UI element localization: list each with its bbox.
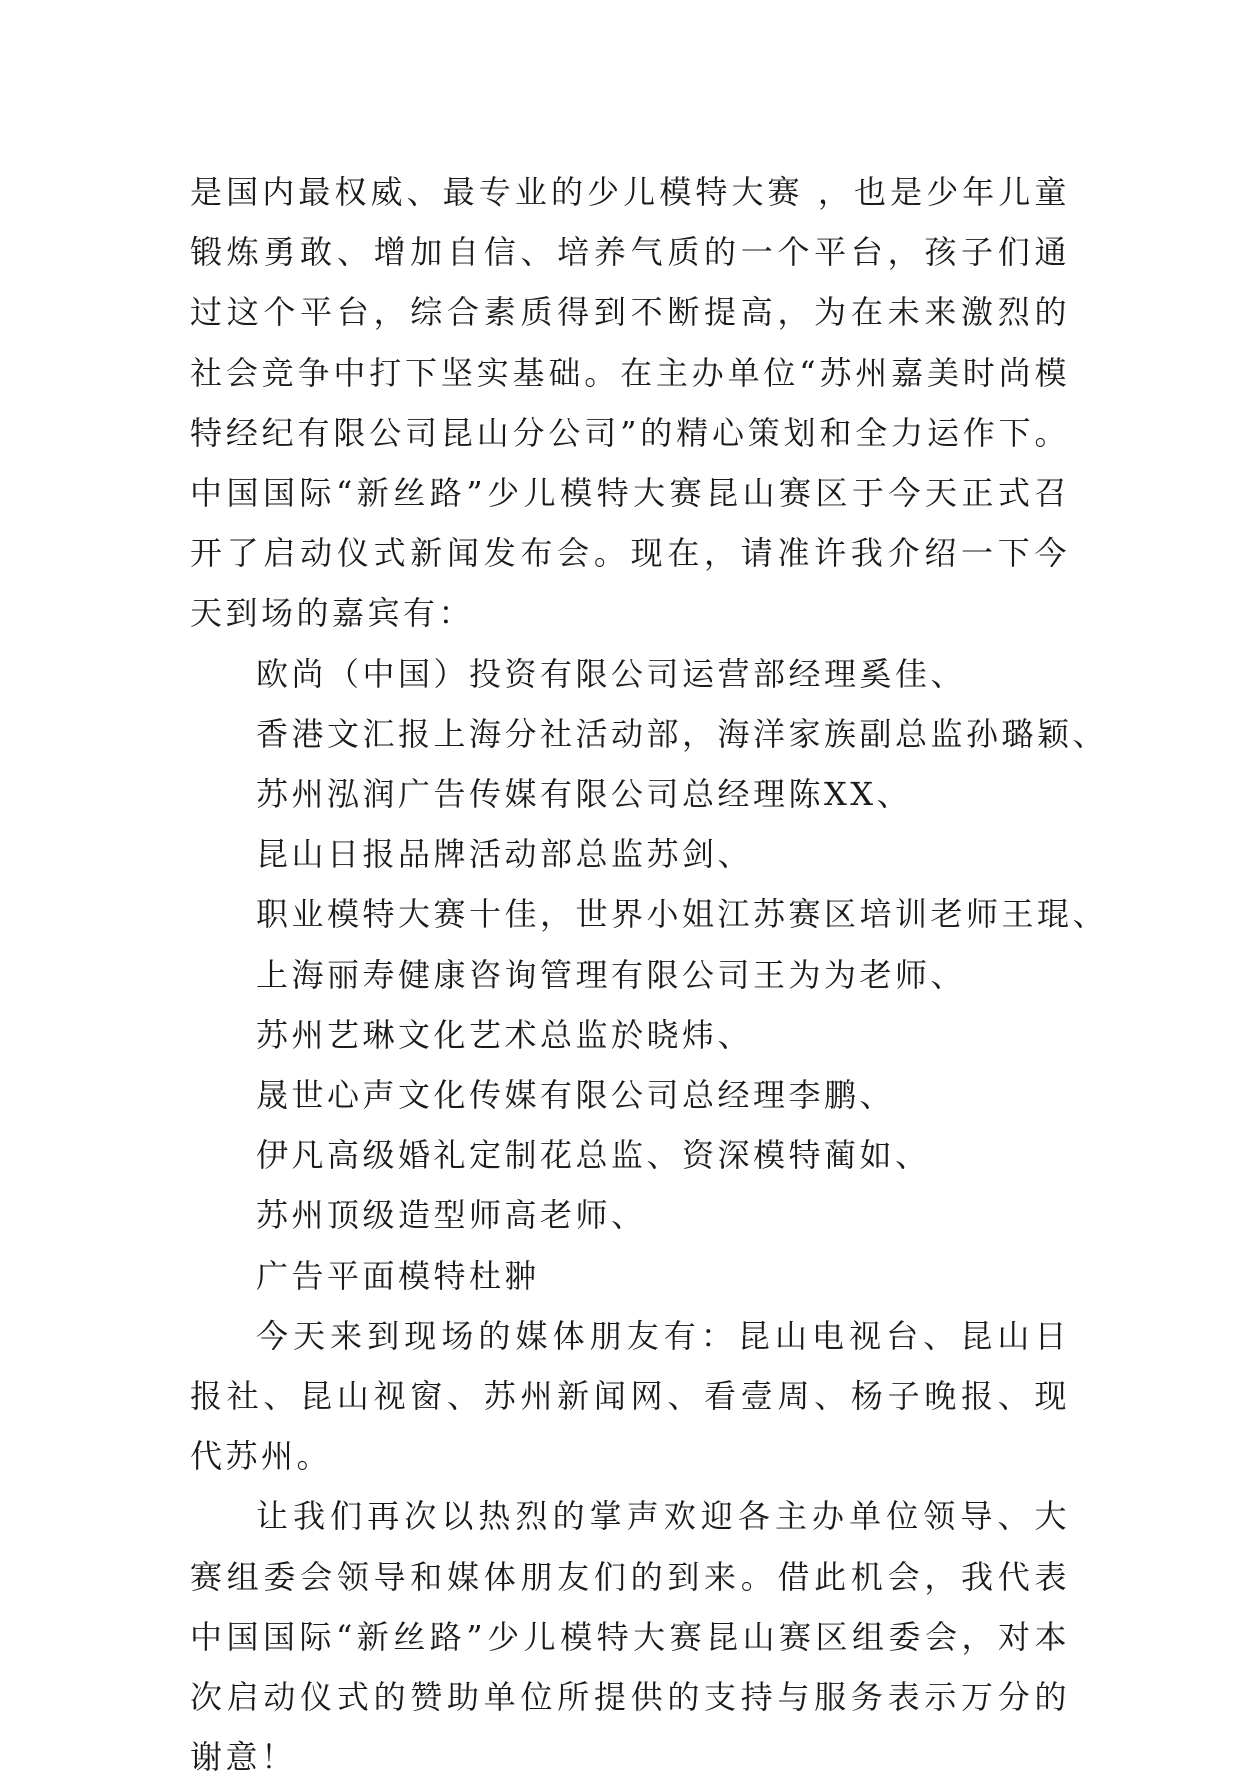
guest-item: 香港文汇报上海分社活动部，海洋家族副总监孙璐颖、 [256, 714, 1109, 753]
guest-item: 欧尚（中国）投资有限公司运营部经理奚佳、 [256, 654, 967, 693]
guest-item: 广告平面模特杜翀 [256, 1256, 541, 1295]
guest-item: 晟世心声文化传媒有限公司总经理李鹏、 [256, 1076, 896, 1115]
media-paragraph: 今天来到现场的媒体朋友有：昆山电视台、昆山日报社、昆山视窗、苏州新闻网、看壹周、杨子晚报、现代苏州。 [190, 1316, 1070, 1476]
guest-item: 职业模特大赛十佳，世界小姐江苏赛区培训老师王琨、 [256, 895, 1109, 934]
guest-item: 苏州泓润广告传媒有限公司总经理陈XX、 [256, 775, 913, 814]
guest-item: 昆山日报品牌活动部总监苏剑、 [256, 835, 754, 874]
guest-item: 上海丽寿健康咨询管理有限公司王为为老师、 [256, 955, 967, 994]
guest-list [190, 644, 1109, 1306]
guest-item: 伊凡高级婚礼定制花总监、资深模特蔺如、 [256, 1136, 931, 1175]
intro-paragraph: 是国内最权威、最专业的少儿模特大赛 ，也是少年儿童锻炼勇敢、增加自信、培养气质的一个平台，孩子们通过这个平台，综合素质得到不断提高，为在未来激烈的社会竞争中打下坚实基础。在主办单位“苏州嘉美时尚模特经纪有限公司昆山分公司”的精心策划和全力运作下。中国国际“新丝路”少儿模特大赛昆山赛区于今天正式召开了启动仪式新闻发布会。现在，请准许我介绍一下今天到场的嘉宾有： [190, 173, 1070, 633]
guest-item: 苏州艺琳文化艺术总监於晓炜、 [256, 1015, 754, 1054]
document-body [190, 162, 1109, 1787]
guest-item: 苏州顶级造型师高老师、 [256, 1196, 647, 1235]
closing-paragraph: 让我们再次以热烈的掌声欢迎各主办单位领导、大赛组委会领导和媒体朋友们的到来。借此机会，我代表中国国际“新丝路”少儿模特大赛昆山赛区组委会，对本次启动仪式的赞助单位所提供的支持与服务表示万分的谢意！ [190, 1497, 1070, 1777]
